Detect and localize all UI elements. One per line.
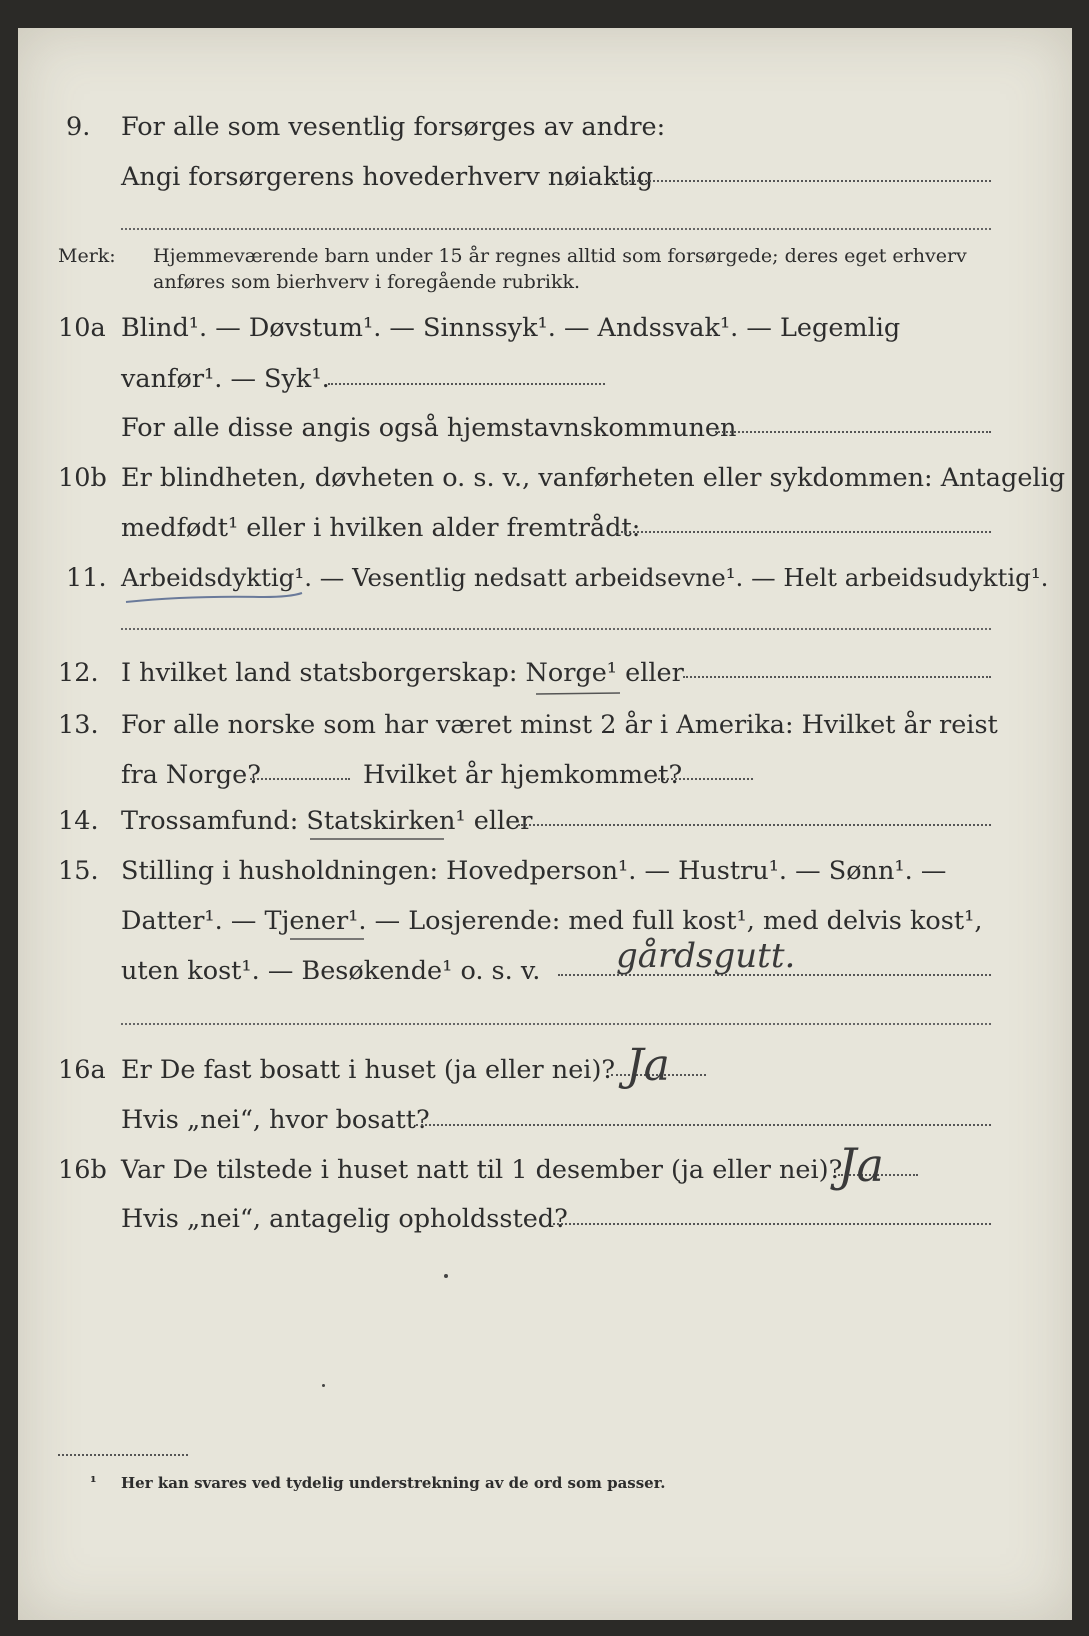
- q16a-number: 16a: [58, 1055, 106, 1085]
- q13-line2b: Hvilket år hjemkommet?: [363, 760, 683, 790]
- merk-line1: Hjemmeværende barn under 15 år regnes alltid som forsørgede; deres eget erhverv: [153, 245, 967, 267]
- q13-line2a: fra Norge?: [121, 760, 261, 790]
- q14-statskirken-underline: [308, 834, 448, 844]
- q13-hjemkommet-line: [658, 778, 753, 780]
- q12-norge-underline: [534, 688, 624, 698]
- q12-line1: I hvilket land statsborgerskap: Norge¹ eller: [121, 658, 684, 688]
- q12-number: 12.: [58, 658, 99, 688]
- q9-line1: For alle som vesentlig forsørges av andre:: [121, 112, 666, 142]
- q16b-handwritten-answer: Ja: [838, 1138, 884, 1192]
- q9-number: 9.: [66, 112, 91, 142]
- q10a-line1: Blind¹. — Døvstum¹. — Sinnssyk¹. — Andssvak¹. — Legemlig: [121, 313, 901, 343]
- q15-line2: Datter¹. — Tjener¹. — Losjerende: med full kost¹, med delvis kost¹,: [121, 906, 983, 936]
- merk-line2: anføres som bierhverv i foregående rubrikk.: [153, 271, 581, 293]
- separator-rule: [121, 1023, 991, 1025]
- q10a-number: 10a: [58, 313, 106, 343]
- q16a-bosatt-line: [416, 1124, 991, 1126]
- separator-rule: [121, 228, 991, 230]
- q10a-line3: For alle disse angis også hjemstavnskommunen: [121, 413, 737, 443]
- q15-handwritten-answer: gårdsgutt.: [616, 936, 796, 976]
- q13-number: 13.: [58, 710, 99, 740]
- q16a-line1: Er De fast bosatt i huset (ja eller nei)?: [121, 1055, 616, 1085]
- q15-tjener-underline: [288, 934, 368, 944]
- q11-line1: Arbeidsdyktig¹. — Vesentlig nedsatt arbeidsevne¹. — Helt arbeidsudyktig¹.: [121, 563, 1049, 592]
- q10a-line2: vanfør¹. — Syk¹.: [121, 364, 330, 394]
- q16b-line1: Var De tilstede i huset natt til 1 desember (ja eller nei)?: [121, 1155, 843, 1185]
- q13-line1: For alle norske som har været minst 2 år i Amerika: Hvilket år reist: [121, 710, 998, 740]
- q16a-handwritten-answer: Ja: [626, 1040, 670, 1091]
- q15-number: 15.: [58, 856, 99, 886]
- q11-number: 11.: [66, 563, 107, 593]
- q11-handwritten-underline: [124, 590, 304, 606]
- footnote-mark: ¹: [90, 1473, 97, 1491]
- q9-answer-line: [616, 180, 991, 182]
- q10a-hjemstavn-line: [715, 431, 991, 433]
- q14-answer-line: [518, 824, 991, 826]
- q9-line2: Angi forsørgerens hovederhverv nøiaktig: [121, 162, 654, 192]
- q10b-line2: medfødt¹ eller i hvilken alder fremtrådt:: [121, 513, 641, 543]
- q10b-number: 10b: [58, 463, 107, 493]
- q16b-line2: Hvis „nei“, antagelig opholdssted?: [121, 1204, 568, 1234]
- q13-reist-line: [250, 778, 350, 780]
- q14-number: 14.: [58, 806, 99, 836]
- paper-speck: [444, 1274, 448, 1278]
- footnote-rule: [58, 1454, 188, 1456]
- q16b-opholdssted-line: [553, 1223, 991, 1225]
- separator-rule: [121, 628, 991, 630]
- q14-line1: Trossamfund: Statskirken¹ eller: [121, 806, 533, 836]
- q10b-line1: Er blindheten, døvheten o. s. v., vanførheten eller sykdommen: Antagelig: [121, 463, 1066, 493]
- q15-line3: uten kost¹. — Besøkende¹ o. s. v.: [121, 956, 541, 986]
- merk-label: Merk:: [58, 245, 116, 267]
- census-form-page: [18, 28, 1072, 1620]
- paper-speck: [322, 1384, 325, 1387]
- q15-line1: Stilling i husholdningen: Hovedperson¹. — Hustru¹. — Sønn¹. —: [121, 856, 947, 886]
- q12-answer-line: [683, 676, 991, 678]
- q16b-number: 16b: [58, 1155, 107, 1185]
- q10b-answer-line: [616, 531, 991, 533]
- q16a-line2: Hvis „nei“, hvor bosatt?: [121, 1105, 430, 1135]
- q10a-answer-line: [328, 383, 605, 385]
- footnote-text: Her kan svares ved tydelig understrekning av de ord som passer.: [121, 1474, 666, 1492]
